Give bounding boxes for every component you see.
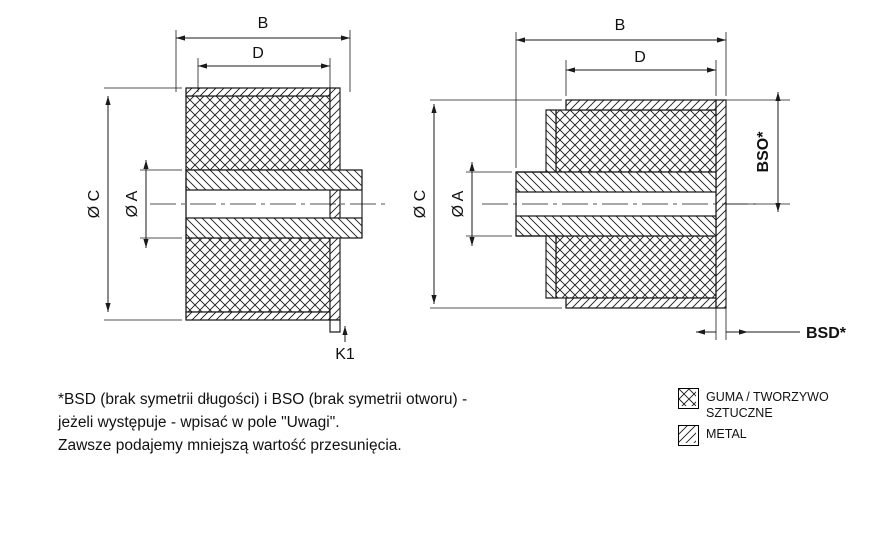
- label-C-right: Ø C: [412, 189, 429, 219]
- left-bushing-view: [150, 88, 390, 332]
- legend-item-rubber: [678, 388, 868, 421]
- note-line-3: Zawsze podajemy mniejszą wartość przesunięcia.: [58, 437, 402, 454]
- label-B-left: B: [257, 15, 269, 32]
- label-B-right: B: [614, 17, 626, 34]
- label-D-right: D: [634, 49, 646, 66]
- label-A-left: Ø A: [124, 190, 141, 218]
- note-line-2: jeżeli występuje - wpisać w pole "Uwagi".: [58, 414, 340, 431]
- notes-block: [58, 388, 618, 457]
- diagonal-hatch-swatch-icon: [678, 425, 699, 446]
- legend-label-metal: METAL: [706, 427, 747, 441]
- label-K1: K1: [335, 346, 355, 363]
- label-D-left: D: [252, 45, 264, 62]
- label-BSD: BSD*: [806, 325, 847, 342]
- note-line-1: *BSD (brak symetrii długości) i BSO (brak symetrii otworu) -: [58, 391, 468, 408]
- label-A-right: Ø A: [450, 190, 467, 218]
- label-C-left: Ø C: [86, 189, 103, 219]
- legend-item-metal: [678, 425, 868, 446]
- cross-hatch-swatch-icon: [678, 388, 699, 409]
- label-BSO: BSO*: [755, 131, 772, 173]
- legend-label-rubber-line1: GUMA / TWORZYWO: [706, 390, 829, 404]
- legend: [678, 388, 868, 450]
- right-bushing-view: [482, 100, 756, 308]
- legend-label-rubber-line2: SZTUCZNE: [706, 406, 773, 420]
